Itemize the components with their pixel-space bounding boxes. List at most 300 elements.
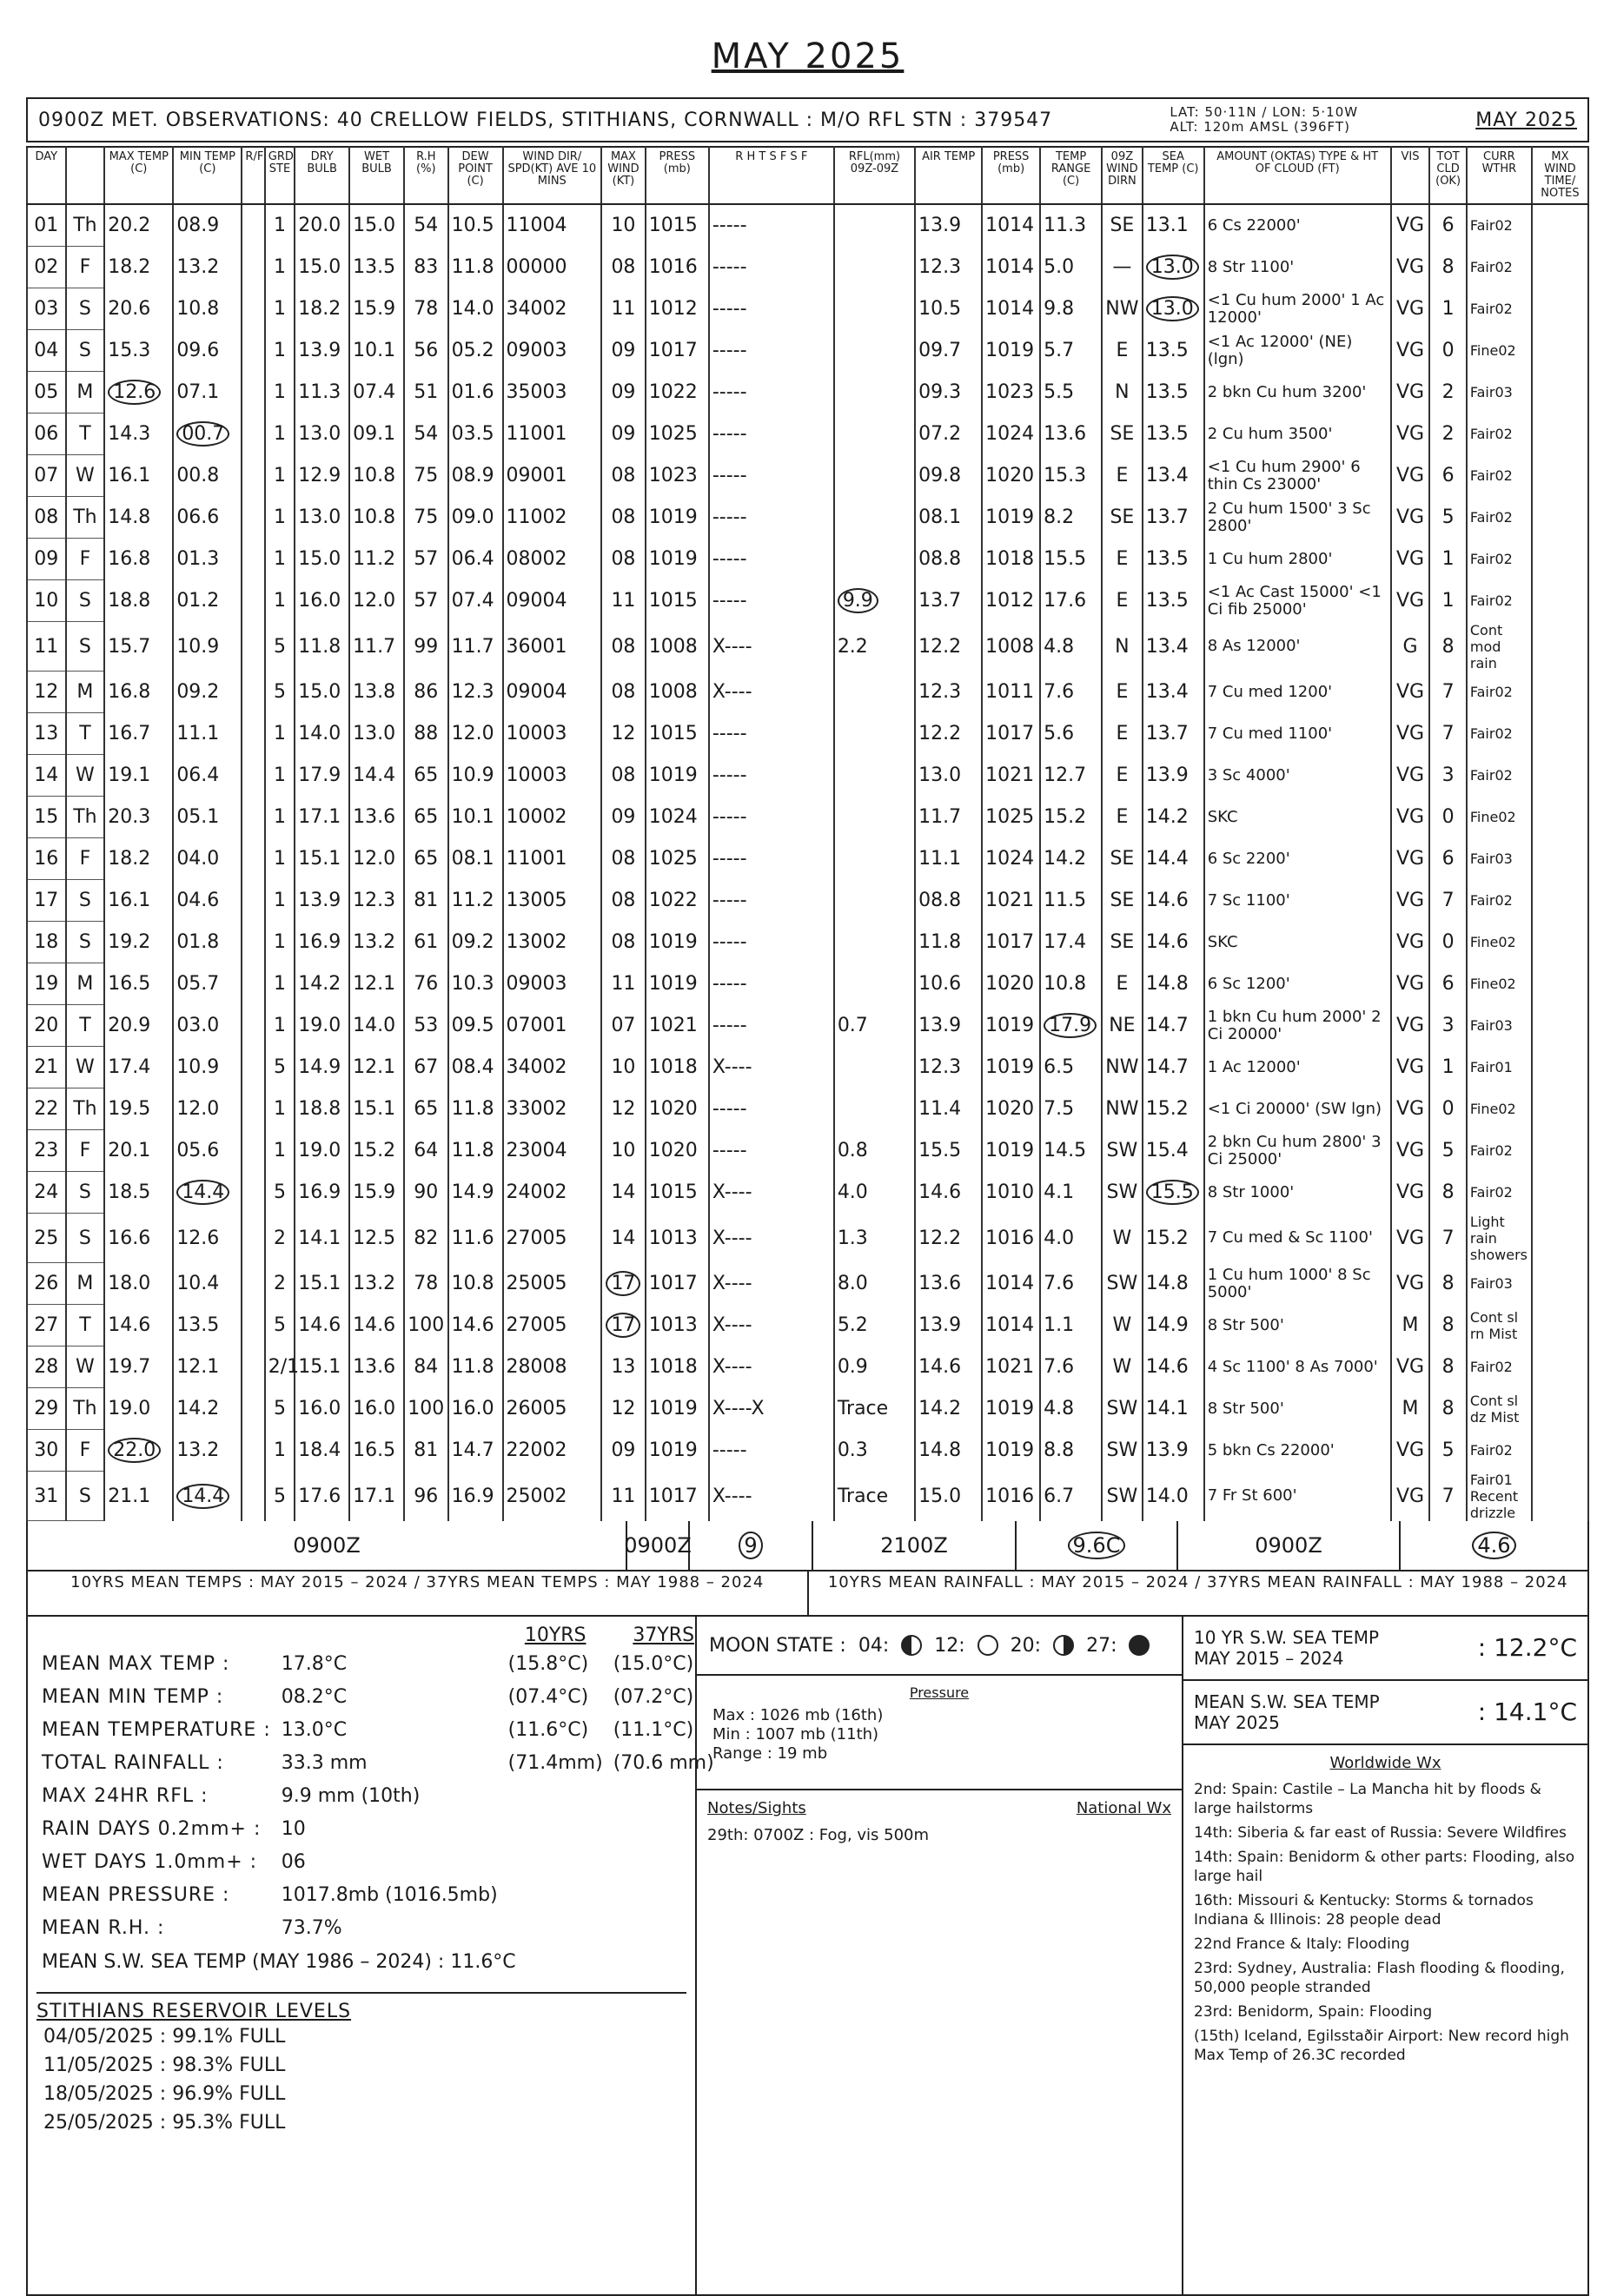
cell-curr: Fine02 <box>1467 963 1532 1005</box>
cell-maxw: 14 <box>601 1172 646 1214</box>
cell-press: 1019 <box>646 1430 709 1472</box>
cell-wdir: SW <box>1102 1172 1143 1214</box>
cell-max: 16.1 <box>104 880 173 922</box>
cell-sea: 13.4 <box>1143 622 1204 672</box>
cell-press2: 1012 <box>982 580 1040 622</box>
cell-rf <box>242 497 264 539</box>
cell-rh: 99 <box>404 622 448 672</box>
cell-vis: VG <box>1391 539 1430 580</box>
cell-wdir: SE <box>1102 880 1143 922</box>
cell-wx: ----- <box>709 288 834 330</box>
cell-wdir: E <box>1102 330 1143 372</box>
cell-dew: 11.2 <box>448 880 503 922</box>
cell-press: 1020 <box>646 1088 709 1130</box>
cell-wx: ----- <box>709 204 834 247</box>
table-row <box>27 1388 1588 1430</box>
cell-notes <box>1532 204 1588 247</box>
cell-max: 14.6 <box>104 1305 173 1347</box>
cell-range: 5.7 <box>1040 330 1102 372</box>
cell-press: 1018 <box>646 1347 709 1388</box>
cell-rfl <box>834 713 915 755</box>
cell-gs: 1 <box>265 414 295 455</box>
cell-wx: ----- <box>709 880 834 922</box>
cell-wet: 10.8 <box>349 455 404 497</box>
cell-notes <box>1532 1005 1588 1047</box>
cell-day: 22 <box>27 1088 66 1130</box>
cell-sea: 14.6 <box>1143 1347 1204 1388</box>
cell-maxw: 14 <box>601 1214 646 1263</box>
cell-max <box>104 372 173 414</box>
table-row <box>27 497 1588 539</box>
cell-wdir: E <box>1102 672 1143 713</box>
cell-min: 06.6 <box>173 497 242 539</box>
cell-wind: 13002 <box>503 922 602 963</box>
cell-vis: VG <box>1391 1005 1430 1047</box>
cell-cloud: <1 Cu hum 2000' 1 Ac 12000' <box>1204 288 1391 330</box>
cell-vis: VG <box>1391 330 1430 372</box>
cell-rf <box>242 1430 264 1472</box>
cell-air: 12.2 <box>915 622 982 672</box>
cell-min: 10.8 <box>173 288 242 330</box>
cell-wx: ----- <box>709 414 834 455</box>
highlight-circle: 14.4 <box>176 1484 229 1509</box>
cell-day: 20 <box>27 1005 66 1047</box>
cell-wet: 12.5 <box>349 1214 404 1263</box>
cell-tot: 8 <box>1429 1388 1467 1430</box>
cell-range: 14.2 <box>1040 838 1102 880</box>
cell-rh: 76 <box>404 963 448 1005</box>
cell-notes <box>1532 539 1588 580</box>
column-header: WIND DIR/ SPD(KT) AVE 10 MINS <box>503 147 602 204</box>
cell-gs: 1 <box>265 288 295 330</box>
page-title: MAY 2025 <box>711 36 905 76</box>
cell-tot: 8 <box>1429 1172 1467 1214</box>
cell-wdir: SE <box>1102 838 1143 880</box>
cell-wet: 09.1 <box>349 414 404 455</box>
cell-maxw: 07 <box>601 1005 646 1047</box>
cell-dew: 16.0 <box>448 1388 503 1430</box>
table-row <box>27 247 1588 288</box>
cell-wind: 09001 <box>503 455 602 497</box>
cell-day: 28 <box>27 1347 66 1388</box>
cell-air: 12.2 <box>915 713 982 755</box>
cell-day: 12 <box>27 672 66 713</box>
cell-cloud: 8 Str 500' <box>1204 1388 1391 1430</box>
cell-vis: VG <box>1391 963 1430 1005</box>
cell-dew: 08.1 <box>448 838 503 880</box>
cell-range: 4.8 <box>1040 1388 1102 1430</box>
highlight-circle: 13.0 <box>1146 296 1199 321</box>
column-header: MIN TEMP (C) <box>173 147 242 204</box>
cell-air: 09.8 <box>915 455 982 497</box>
cell-wet: 13.2 <box>349 1263 404 1305</box>
cell-press: 1016 <box>646 247 709 288</box>
cell-wind: 13005 <box>503 880 602 922</box>
cell-gs: 1 <box>265 330 295 372</box>
cell-rfl <box>834 580 915 622</box>
sea-10yr-period: MAY 2015 – 2024 <box>1194 1648 1344 1669</box>
sea-temp-month-labels <box>1194 1691 1380 1733</box>
cell-press2: 1020 <box>982 1088 1040 1130</box>
cell-rfl <box>834 880 915 922</box>
cell-vis: VG <box>1391 838 1430 880</box>
cell-press: 1012 <box>646 288 709 330</box>
cell-wind: 10003 <box>503 713 602 755</box>
cell-air: 14.8 <box>915 1430 982 1472</box>
cell-min: 11.1 <box>173 713 242 755</box>
cell-notes <box>1532 755 1588 797</box>
cell-press: 1019 <box>646 963 709 1005</box>
cell-rf <box>242 204 264 247</box>
cell-press: 1019 <box>646 539 709 580</box>
stats-y10 <box>503 1878 608 1911</box>
cell-wind: 08002 <box>503 539 602 580</box>
cell-rf <box>242 539 264 580</box>
cell-rfl <box>834 963 915 1005</box>
cell-max: 19.1 <box>104 755 173 797</box>
cell-tot: 1 <box>1429 580 1467 622</box>
cell-maxw: 08 <box>601 247 646 288</box>
table-row <box>27 963 1588 1005</box>
cell-rh: 65 <box>404 755 448 797</box>
cell-dew: 08.9 <box>448 455 503 497</box>
cell-cloud: 1 Cu hum 1000' 8 Sc 5000' <box>1204 1263 1391 1305</box>
cell-curr: Fine02 <box>1467 797 1532 838</box>
cell-curr: Light rain showers <box>1467 1214 1532 1263</box>
cell-dew: 11.8 <box>448 1088 503 1130</box>
cell-press: 1025 <box>646 414 709 455</box>
cell-sea: 13.4 <box>1143 672 1204 713</box>
cell-dow: S <box>66 1172 105 1214</box>
column-header: TOT CLD (OK) <box>1429 147 1467 204</box>
cell-min: 04.0 <box>173 838 242 880</box>
cell-curr: Cont sl dz Mist <box>1467 1388 1532 1430</box>
cell-vis: VG <box>1391 755 1430 797</box>
cell-range: 11.3 <box>1040 204 1102 247</box>
pressure-min: Min : 1007 mb (11th) <box>712 1725 879 1744</box>
cell-notes <box>1532 1388 1588 1430</box>
cell-cloud: <1 Ac 12000' (NE) (lgn) <box>1204 330 1391 372</box>
cell-day: 10 <box>27 580 66 622</box>
highlight-circle: 22.0 <box>108 1438 161 1463</box>
highlight-circle: 12.6 <box>108 380 161 405</box>
cell-wind: 25005 <box>503 1263 602 1305</box>
cell-wdir: E <box>1102 539 1143 580</box>
summary-sea-val: 4.6 <box>1472 1532 1515 1559</box>
cell-wet: 11.7 <box>349 622 404 672</box>
cell-min: 13.2 <box>173 1430 242 1472</box>
cell-tot: 8 <box>1429 622 1467 672</box>
cell-max: 18.2 <box>104 247 173 288</box>
cell-wet: 15.0 <box>349 204 404 247</box>
cell-gs: 1 <box>265 497 295 539</box>
cell-air: 15.0 <box>915 1472 982 1521</box>
cell-rf <box>242 963 264 1005</box>
cell-day: 14 <box>27 755 66 797</box>
cell-vis: VG <box>1391 288 1430 330</box>
cell-tot: 5 <box>1429 497 1467 539</box>
cell-gs: 2/1 <box>265 1347 295 1388</box>
cell-air: 11.4 <box>915 1088 982 1130</box>
cell-wdir: SE <box>1102 414 1143 455</box>
cell-rh: 75 <box>404 497 448 539</box>
cell-rh: 78 <box>404 288 448 330</box>
table-row <box>27 880 1588 922</box>
cell-curr: Fair01 Recent drizzle <box>1467 1472 1532 1521</box>
stats-label: MEAN PRESSURE : <box>42 1883 230 1906</box>
cell-dew: 03.5 <box>448 414 503 455</box>
cell-dry: 15.1 <box>295 838 349 880</box>
cell-dew: 12.0 <box>448 713 503 755</box>
cell-rf <box>242 1130 264 1172</box>
cell-sea: 15.2 <box>1143 1088 1204 1130</box>
cell-cloud: 7 Fr St 600' <box>1204 1472 1391 1521</box>
table-row <box>27 1305 1588 1347</box>
cell-dry: 16.9 <box>295 1172 349 1214</box>
cell-rh: 90 <box>404 1172 448 1214</box>
cell-sea: 14.6 <box>1143 880 1204 922</box>
cell-vis: M <box>1391 1305 1430 1347</box>
worldwide-item: 2nd: Spain: Castile – La Mancha hit by floods & large hailstorms <box>1194 1781 1541 1817</box>
stats-label: TOTAL RAINFALL : <box>42 1751 224 1774</box>
cell-dow: W <box>66 1347 105 1388</box>
cell-notes <box>1532 922 1588 963</box>
cell-air: 11.1 <box>915 838 982 880</box>
cell-notes <box>1532 838 1588 880</box>
cell-dow: S <box>66 922 105 963</box>
cell-wind: 34002 <box>503 1047 602 1088</box>
cell-wind: 10002 <box>503 797 602 838</box>
cell-curr: Fine02 <box>1467 330 1532 372</box>
cell-min <box>173 1172 242 1214</box>
table-row <box>27 288 1588 330</box>
cell-rfl <box>834 838 915 880</box>
cell-rfl: 1.3 <box>834 1214 915 1263</box>
cell-dew: 14.0 <box>448 288 503 330</box>
cell-press2: 1019 <box>982 1005 1040 1047</box>
column-header: AMOUNT (OKTAS) TYPE & HT OF CLOUD (FT) <box>1204 147 1391 204</box>
cell-wdir: SE <box>1102 204 1143 247</box>
cell-range: 13.6 <box>1040 414 1102 455</box>
cell-vis: VG <box>1391 1130 1430 1172</box>
highlight-circle: 17 <box>606 1313 640 1338</box>
cell-wind: 22002 <box>503 1430 602 1472</box>
cell-wdir: N <box>1102 622 1143 672</box>
cell-notes <box>1532 580 1588 622</box>
right-panel <box>1183 1617 1587 2294</box>
cell-maxw: 12 <box>601 713 646 755</box>
moon-p2: 12: <box>934 1634 965 1657</box>
cell-dew: 01.6 <box>448 372 503 414</box>
cell-range: 10.8 <box>1040 963 1102 1005</box>
cell-dry: 15.1 <box>295 1263 349 1305</box>
observations-table <box>26 146 1589 1521</box>
column-header: DAY <box>27 147 66 204</box>
cell-sea: 14.2 <box>1143 797 1204 838</box>
cell-wind: 27005 <box>503 1305 602 1347</box>
cell-rf <box>242 247 264 288</box>
stats-row <box>36 1812 719 1845</box>
cell-day: 04 <box>27 330 66 372</box>
column-header: R H T S F S F <box>709 147 834 204</box>
cell-sea <box>1143 288 1204 330</box>
summary-sea-time: 0900Z <box>1178 1521 1401 1570</box>
table-row <box>27 1088 1588 1130</box>
cell-rfl <box>834 204 915 247</box>
cell-air: 10.5 <box>915 288 982 330</box>
cell-gs: 1 <box>265 204 295 247</box>
cell-wet: 14.6 <box>349 1305 404 1347</box>
cell-air: 15.5 <box>915 1130 982 1172</box>
cell-press2: 1011 <box>982 672 1040 713</box>
cell-press: 1021 <box>646 1005 709 1047</box>
cell-rfl <box>834 414 915 455</box>
cell-rf <box>242 1047 264 1088</box>
cell-sea: 13.9 <box>1143 755 1204 797</box>
highlight-circle: 17 <box>606 1271 640 1296</box>
cell-vis: VG <box>1391 414 1430 455</box>
column-header: DEW POINT (C) <box>448 147 503 204</box>
cell-dew: 14.7 <box>448 1430 503 1472</box>
cell-sea: 13.5 <box>1143 372 1204 414</box>
cell-rh: 51 <box>404 372 448 414</box>
cell-wind: 00000 <box>503 247 602 288</box>
cell-max: 14.8 <box>104 497 173 539</box>
cell-tot: 0 <box>1429 1088 1467 1130</box>
cell-notes <box>1532 1305 1588 1347</box>
cell-wet: 10.8 <box>349 497 404 539</box>
cell-curr: Fair03 <box>1467 1263 1532 1305</box>
stats-label: MEAN TEMPERATURE : <box>42 1718 271 1741</box>
cell-range: 6.5 <box>1040 1047 1102 1088</box>
cell-max: 18.0 <box>104 1263 173 1305</box>
cell-day: 25 <box>27 1214 66 1263</box>
bottom-panel <box>26 1617 1589 2296</box>
cell-wdir: SW <box>1102 1430 1143 1472</box>
cell-max: 18.5 <box>104 1172 173 1214</box>
cell-press: 1022 <box>646 372 709 414</box>
cell-wx: ----- <box>709 372 834 414</box>
cell-cloud: 7 Cu med 1200' <box>1204 672 1391 713</box>
cell-range: 8.8 <box>1040 1430 1102 1472</box>
cell-wx: ----- <box>709 1088 834 1130</box>
cell-sea: 14.1 <box>1143 1388 1204 1430</box>
cell-air: 14.6 <box>915 1347 982 1388</box>
cell-wind: 34002 <box>503 288 602 330</box>
cell-wx: ----- <box>709 797 834 838</box>
cell-wet: 16.0 <box>349 1388 404 1430</box>
cell-min: 13.5 <box>173 1305 242 1347</box>
table-row <box>27 1047 1588 1088</box>
cell-curr: Fair02 <box>1467 713 1532 755</box>
cell-wdir: N <box>1102 372 1143 414</box>
cell-wet: 15.1 <box>349 1088 404 1130</box>
cell-air: 12.3 <box>915 247 982 288</box>
cell-tot: 5 <box>1429 1130 1467 1172</box>
cell-wet: 15.9 <box>349 288 404 330</box>
cell-notes <box>1532 1130 1588 1172</box>
sea-mean-line: MEAN S.W. SEA TEMP (MAY 1986 – 2024) : 11.6°C <box>42 1951 516 1973</box>
cell-air: 12.3 <box>915 672 982 713</box>
cell-press2: 1014 <box>982 204 1040 247</box>
cell-notes <box>1532 1088 1588 1130</box>
cell-air: 13.9 <box>915 204 982 247</box>
cell-press2: 1024 <box>982 838 1040 880</box>
cell-dow: F <box>66 1130 105 1172</box>
cell-cloud: 6 Cs 22000' <box>1204 204 1391 247</box>
stats-val: 1017.8mb (1016.5mb) <box>281 1883 498 1906</box>
table-row <box>27 922 1588 963</box>
cell-vis: VG <box>1391 1047 1430 1088</box>
cell-cloud: 8 As 12000' <box>1204 622 1391 672</box>
cell-rf <box>242 1172 264 1214</box>
cell-cloud: SKC <box>1204 922 1391 963</box>
cell-gs: 2 <box>265 1263 295 1305</box>
stats-row <box>36 1746 719 1779</box>
cell-maxw: 10 <box>601 1047 646 1088</box>
last-quarter-moon-icon <box>1053 1635 1074 1656</box>
cell-vis: VG <box>1391 1430 1430 1472</box>
cell-notes <box>1532 1263 1588 1305</box>
cell-min: 10.9 <box>173 622 242 672</box>
cell-rfl <box>834 288 915 330</box>
stats-row <box>36 1647 719 1680</box>
cell-dew: 09.2 <box>448 922 503 963</box>
moon-state <box>697 1617 1182 1676</box>
worldwide-item: 14th: Spain: Benidorm & other parts: Flooding, also large hail <box>1194 1849 1575 1885</box>
cell-wet: 13.5 <box>349 247 404 288</box>
cell-rf <box>242 330 264 372</box>
cell-vis: VG <box>1391 713 1430 755</box>
cell-range: 1.1 <box>1040 1305 1102 1347</box>
cell-cloud: 5 bkn Cs 22000' <box>1204 1430 1391 1472</box>
cell-dry: 16.0 <box>295 580 349 622</box>
cell-day: 16 <box>27 838 66 880</box>
cell-dew: 08.4 <box>448 1047 503 1088</box>
cell-rfl: 0.8 <box>834 1130 915 1172</box>
cell-press: 1008 <box>646 622 709 672</box>
monthly-stats <box>28 1617 714 2294</box>
cell-tot: 6 <box>1429 455 1467 497</box>
cell-dew: 11.8 <box>448 1130 503 1172</box>
cell-dew: 12.3 <box>448 672 503 713</box>
sea-temp-month <box>1183 1681 1587 1745</box>
summary-press-val: 9 <box>739 1532 762 1559</box>
cell-rf <box>242 1388 264 1430</box>
cell-maxw: 08 <box>601 539 646 580</box>
cell-wx: X---- <box>709 1214 834 1263</box>
cell-dry: 14.2 <box>295 963 349 1005</box>
cell-notes <box>1532 713 1588 755</box>
column-header-row <box>27 147 1588 204</box>
table-row <box>27 1005 1588 1047</box>
cell-wx: X---- <box>709 1172 834 1214</box>
cell-dew: 05.2 <box>448 330 503 372</box>
cell-notes <box>1532 880 1588 922</box>
cell-press2: 1021 <box>982 880 1040 922</box>
cell-press: 1019 <box>646 922 709 963</box>
cell-day: 13 <box>27 713 66 755</box>
cell-cloud: 6 Sc 2200' <box>1204 838 1391 880</box>
cell-gs: 1 <box>265 797 295 838</box>
cell-gs: 1 <box>265 455 295 497</box>
cell-wdir: E <box>1102 580 1143 622</box>
cell-range: 5.5 <box>1040 372 1102 414</box>
cell-rfl: 0.7 <box>834 1005 915 1047</box>
cell-gs: 5 <box>265 622 295 672</box>
cell-rfl: Trace <box>834 1472 915 1521</box>
cell-press2: 1019 <box>982 497 1040 539</box>
